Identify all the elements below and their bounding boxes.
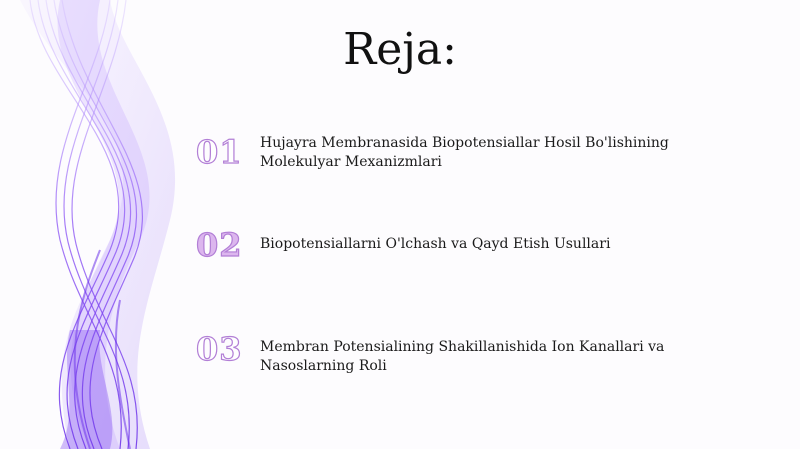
- slide-title: Reja:: [343, 24, 457, 75]
- item-number: 01: [196, 133, 243, 171]
- item-text: Membran Potensialining Shakillanishida Ion Kanallari va Nasoslarning Roli: [260, 339, 665, 374]
- item-number: 02: [196, 226, 243, 264]
- agenda-item: [196, 226, 756, 286]
- agenda-item: [196, 133, 756, 193]
- agenda-item: [196, 330, 756, 390]
- item-text: Biopotensiallarni O'lchash va Qayd Etish Usullari: [260, 236, 611, 252]
- item-number: 03: [196, 330, 243, 368]
- item-text: Hujayra Membranasida Biopotensiallar Hosil Bo'lishining Molekulyar Mexanizmlari: [260, 135, 669, 170]
